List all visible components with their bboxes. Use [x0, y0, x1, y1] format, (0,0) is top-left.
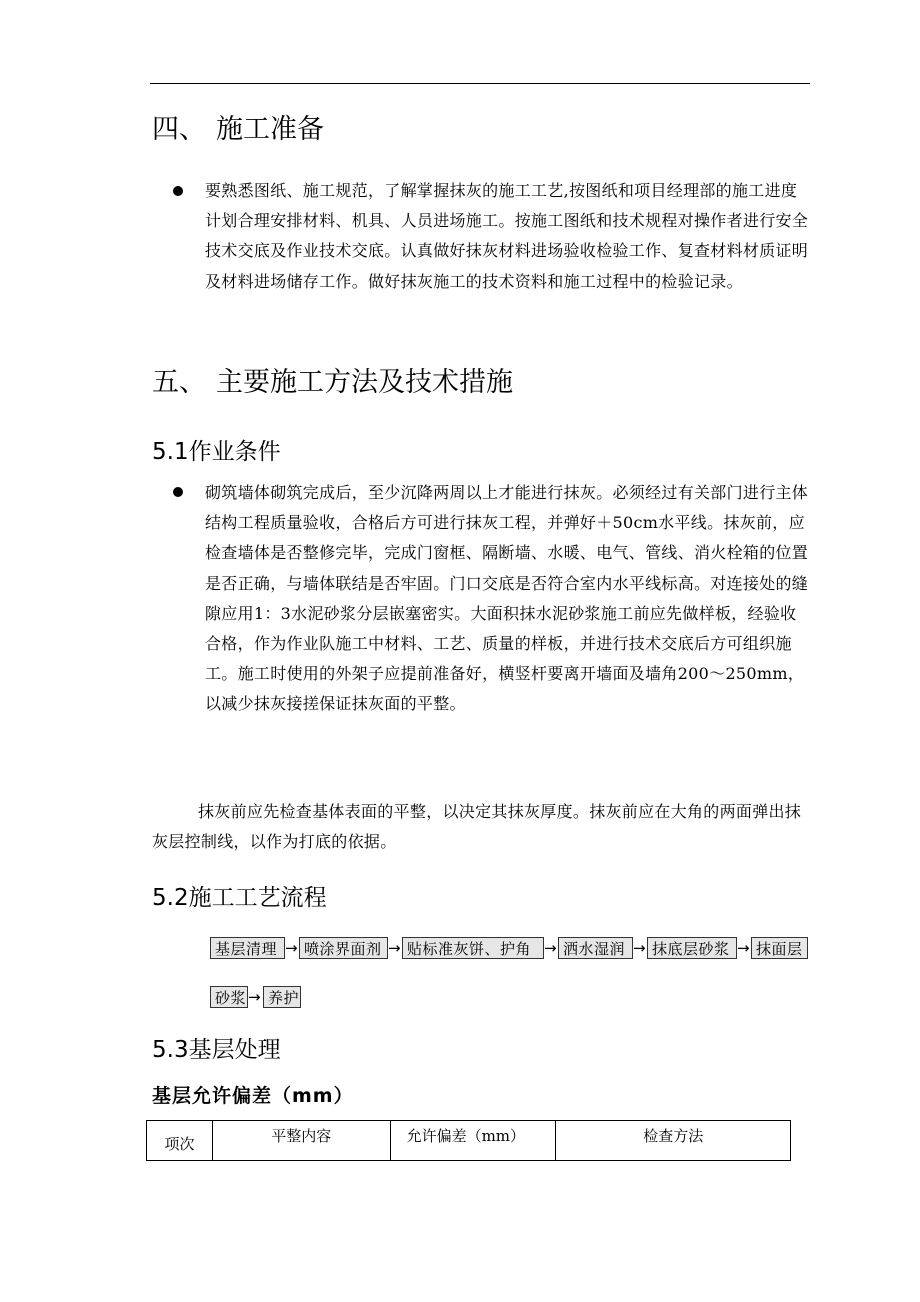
arrow-icon: →: [285, 939, 298, 957]
subsection-5-1-title: 5.1作业条件: [152, 439, 281, 465]
header-item-no: 项次: [147, 1121, 213, 1161]
table-header-row: [147, 1121, 791, 1161]
header-tolerance: 允许偏差（mm）: [390, 1121, 556, 1161]
section-5-heading: [152, 367, 513, 399]
section-4-number: 四、: [152, 114, 206, 145]
subsection-5-1-paragraph: 抹灰前应先检查基体表面的平整，以决定其抹灰厚度。抹灰前应在大角的两面弹出抹灰层控制线，以作为打底的依据。: [152, 802, 802, 852]
subsection-5-1-bullet-paragraph: 砌筑墙体砌筑完成后，至少沉降两周以上才能进行抹灰。必须经过有关部门进行主体结构工程质量验收，合格后方可进行抹灰工程，并弹好＋50cm水平线。抹灰前，应检查墙体是否整修完毕，完成门窗框、隔断墙、水暖、电气、管线、消火栓箱的位置是否正确，与墙体联结是否牢固。门口交底是否符合室内水平线标高。对连接处的缝隙应用1：3水泥砂浆分层嵌塞密实。大面积抹水泥砂浆施工前应先做样板，经验收合格，作为作业队施工中材料、工艺、质量的样板，并进行技术交底后方可组织施工。施工时使用的外架子应提前准备好，横竖杆要离开墙面及墙角200～250mm，以减少抹灰接搓保证抹灰面的平整。: [205, 483, 809, 714]
header-rule: [150, 83, 810, 84]
flow-step-curing: 养护: [263, 986, 301, 1008]
arrow-icon: →: [388, 939, 401, 957]
subsection-5-3-title: 5.3基层处理: [152, 1037, 281, 1063]
subsection-5-2-title: 5.2施工工艺流程: [152, 885, 327, 911]
bullet-icon: [173, 186, 183, 196]
flow-step-plaster-cakes-corners: 贴标准灰饼、护角: [402, 937, 544, 959]
flow-step-interface-agent: 喷涂界面剂: [299, 937, 388, 959]
flow-step-base-mortar: 抹底层砂浆: [647, 937, 737, 959]
section-4-paragraph: 要熟悉图纸、施工规范，了解掌握抹灰的施工工艺,按图纸和项目经理部的施工进度计划合理安排材料、机具、人员进场施工。按施工图纸和技术规程对操作者进行安全技术交底及作业技术交底。认真做好抹灰材料进场验收检验工作、复查材料材质证明及材料进场储存工作。做好抹灰施工的技术资料和施工过程中的检验记录。: [205, 181, 809, 291]
arrow-icon: →: [544, 939, 557, 957]
header-method: 检查方法: [556, 1121, 791, 1161]
flow-step-surface-layer: 抹面层: [751, 937, 808, 959]
header-content: 平整内容: [212, 1121, 390, 1161]
flow-step-base-cleaning: 基层清理: [210, 937, 285, 959]
section-5-number: 五、: [152, 367, 206, 398]
arrow-icon: →: [633, 939, 646, 957]
table-caption: 基层允许偏差（mm）: [152, 1085, 354, 1107]
arrow-icon: →: [248, 988, 261, 1006]
tolerance-table: [146, 1120, 791, 1161]
bullet-icon: [173, 487, 183, 497]
section-5-title: 主要施工方法及技术措施: [216, 367, 513, 398]
flow-step-wetting: 洒水湿润: [558, 937, 633, 959]
section-4-title: 施工准备: [216, 114, 324, 145]
arrow-icon: →: [737, 939, 750, 957]
section-4-heading: [152, 114, 324, 146]
flow-step-mortar: 砂浆: [210, 986, 248, 1008]
